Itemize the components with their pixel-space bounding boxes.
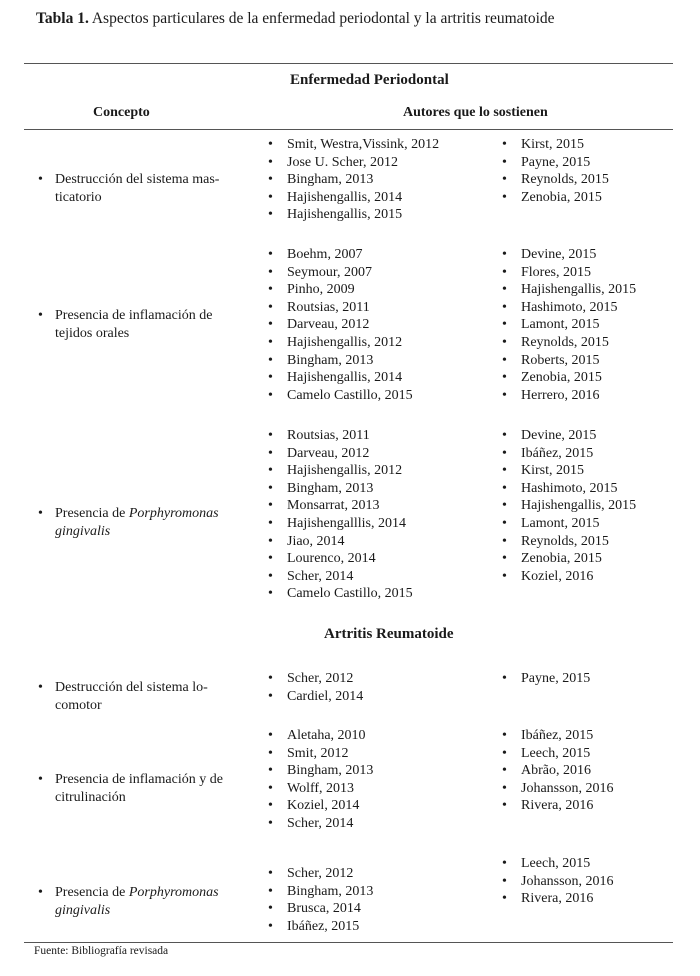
- authors-list-left: [268, 727, 373, 833]
- list-item: • Reynolds, 2015: [502, 172, 609, 188]
- list-item: • Camelo Castillo, 2015: [268, 387, 413, 403]
- list-item: • Darveau, 2012: [268, 445, 370, 461]
- list-item: • Leech, 2015: [502, 745, 591, 761]
- list-item: • Herrero, 2016: [502, 387, 600, 403]
- authors-list-left: [268, 670, 363, 705]
- list-item: • Scher, 2014: [268, 815, 354, 831]
- list-item: • Smit, 2012: [268, 745, 349, 761]
- authors-list-right: [502, 427, 636, 585]
- list-item: • Wolff, 2013: [268, 780, 355, 796]
- list-item: • Devine, 2015: [502, 428, 597, 443]
- top-rule: [24, 63, 673, 64]
- concept-text: Presencia de Porphyromonas gingivalis: [55, 885, 219, 918]
- list-item: • Hajishengallis, 2014: [268, 370, 403, 386]
- list-item: • Koziel, 2014: [268, 798, 360, 814]
- authors-list-right: [502, 670, 590, 688]
- list-item: • Ibáñez, 2015: [502, 728, 594, 743]
- list-item: • Pinho, 2009: [268, 282, 355, 298]
- list-item: • Brusca, 2014: [268, 901, 361, 917]
- header-rule: [24, 129, 673, 130]
- list-item: • Jose U. Scher, 2012: [268, 154, 399, 170]
- list-item: • Hajishengallis, 2015: [502, 498, 637, 514]
- bullet: •: [38, 172, 43, 187]
- concept-text: Destrucción del sistema mas- ticatorio: [55, 172, 220, 205]
- concept-text: Destrucción del sistema lo- comotor: [55, 680, 208, 713]
- list-item: • Hashimoto, 2015: [502, 480, 618, 496]
- authors-list-left: [268, 427, 413, 603]
- list-item: • Hajishengallis, 2015: [502, 282, 637, 298]
- bullet: •: [38, 885, 43, 900]
- list-item: • Abrão, 2016: [502, 763, 591, 779]
- list-item: • Routsias, 2011: [268, 428, 370, 443]
- list-item: • Routsias, 2011: [268, 299, 370, 315]
- authors-list-right: [502, 855, 614, 908]
- table-number: Tabla 1.: [36, 10, 89, 27]
- list-item: • Camelo Castillo, 2015: [268, 586, 413, 602]
- list-item: • Ibáñez, 2015: [502, 445, 594, 461]
- authors-list-right: [502, 727, 614, 815]
- list-item: • Johansson, 2016: [502, 873, 614, 889]
- concept-text: Presencia de Porphyromonas gingivalis: [55, 506, 219, 539]
- list-item: • Hashimoto, 2015: [502, 299, 618, 315]
- column-header-authors: Autores que lo sostienen: [403, 105, 548, 120]
- list-item: • Zenobia, 2015: [502, 370, 602, 386]
- list-item: • Kirst, 2015: [502, 137, 584, 152]
- column-header-concept: Concepto: [93, 105, 150, 120]
- list-item: • Bingham, 2013: [268, 480, 374, 496]
- bottom-rule: [24, 942, 673, 943]
- list-item: • Payne, 2015: [502, 671, 591, 686]
- bullet: •: [38, 772, 43, 787]
- authors-list-left: [268, 136, 439, 224]
- list-item: • Hajishengallis, 2015: [268, 207, 403, 223]
- bullet: •: [38, 506, 43, 521]
- list-item: • Lamont, 2015: [502, 317, 600, 333]
- list-item: • Jiao, 2014: [268, 533, 345, 549]
- list-item: • Leech, 2015: [502, 856, 591, 871]
- list-item: • Boehm, 2007: [268, 247, 363, 262]
- list-item: • Bingham, 2013: [268, 172, 374, 188]
- list-item: • Hajishengallis, 2012: [268, 463, 403, 479]
- bullet: •: [38, 308, 43, 323]
- list-item: • Rivera, 2016: [502, 798, 594, 814]
- list-item: • Flores, 2015: [502, 264, 591, 280]
- list-item: • Cardiel, 2014: [268, 688, 364, 704]
- authors-list-left: [268, 865, 373, 935]
- list-item: • Payne, 2015: [502, 154, 591, 170]
- list-item: • Scher, 2012: [268, 671, 354, 686]
- authors-list-left: [268, 246, 413, 404]
- list-item: • Monsarrat, 2013: [268, 498, 380, 514]
- table-caption: Aspectos particulares de la enfermedad periodontal y la artritis reumatoide: [88, 10, 555, 27]
- list-item: • Johansson, 2016: [502, 780, 614, 796]
- source-note: Fuente: Bibliografía revisada: [34, 945, 169, 957]
- list-item: • Aletaha, 2010: [268, 728, 366, 743]
- list-item: • Zenobia, 2015: [502, 551, 602, 567]
- list-item: • Hajishengallis, 2012: [268, 334, 403, 350]
- list-item: • Reynolds, 2015: [502, 334, 609, 350]
- list-item: • Bingham, 2013: [268, 883, 374, 899]
- list-item: • Bingham, 2013: [268, 763, 374, 779]
- concept-text: Presencia de inflamación y de citrulinación: [55, 772, 223, 805]
- section-heading-artritis: Artritis Reumatoide: [324, 626, 454, 642]
- list-item: • Smit, Westra,Vissink, 2012: [268, 137, 440, 152]
- list-item: • Bingham, 2013: [268, 352, 374, 368]
- list-item: • Zenobia, 2015: [502, 189, 602, 205]
- table-title: [36, 10, 555, 28]
- list-item: • Lourenco, 2014: [268, 551, 376, 567]
- bullet: •: [38, 680, 43, 695]
- list-item: • Roberts, 2015: [502, 352, 600, 368]
- list-item: • Hajishengallis, 2014: [268, 189, 403, 205]
- list-item: • Seymour, 2007: [268, 264, 372, 280]
- list-item: • Scher, 2014: [268, 568, 354, 584]
- list-item: • Reynolds, 2015: [502, 533, 609, 549]
- list-item: • Scher, 2012: [268, 866, 354, 881]
- list-item: • Koziel, 2016: [502, 568, 594, 584]
- list-item: • Ibáñez, 2015: [268, 918, 360, 934]
- list-item: • Darveau, 2012: [268, 317, 370, 333]
- authors-list-right: [502, 246, 636, 404]
- list-item: • Hajishengalllis, 2014: [268, 515, 406, 531]
- list-item: • Lamont, 2015: [502, 515, 600, 531]
- list-item: • Rivera, 2016: [502, 891, 594, 907]
- concept-text: Presencia de inflamación de tejidos orales: [55, 308, 213, 341]
- authors-list-right: [502, 136, 609, 206]
- list-item: • Kirst, 2015: [502, 463, 584, 479]
- list-item: • Devine, 2015: [502, 247, 597, 262]
- section-heading-periodontal: Enfermedad Periodontal: [290, 72, 449, 88]
